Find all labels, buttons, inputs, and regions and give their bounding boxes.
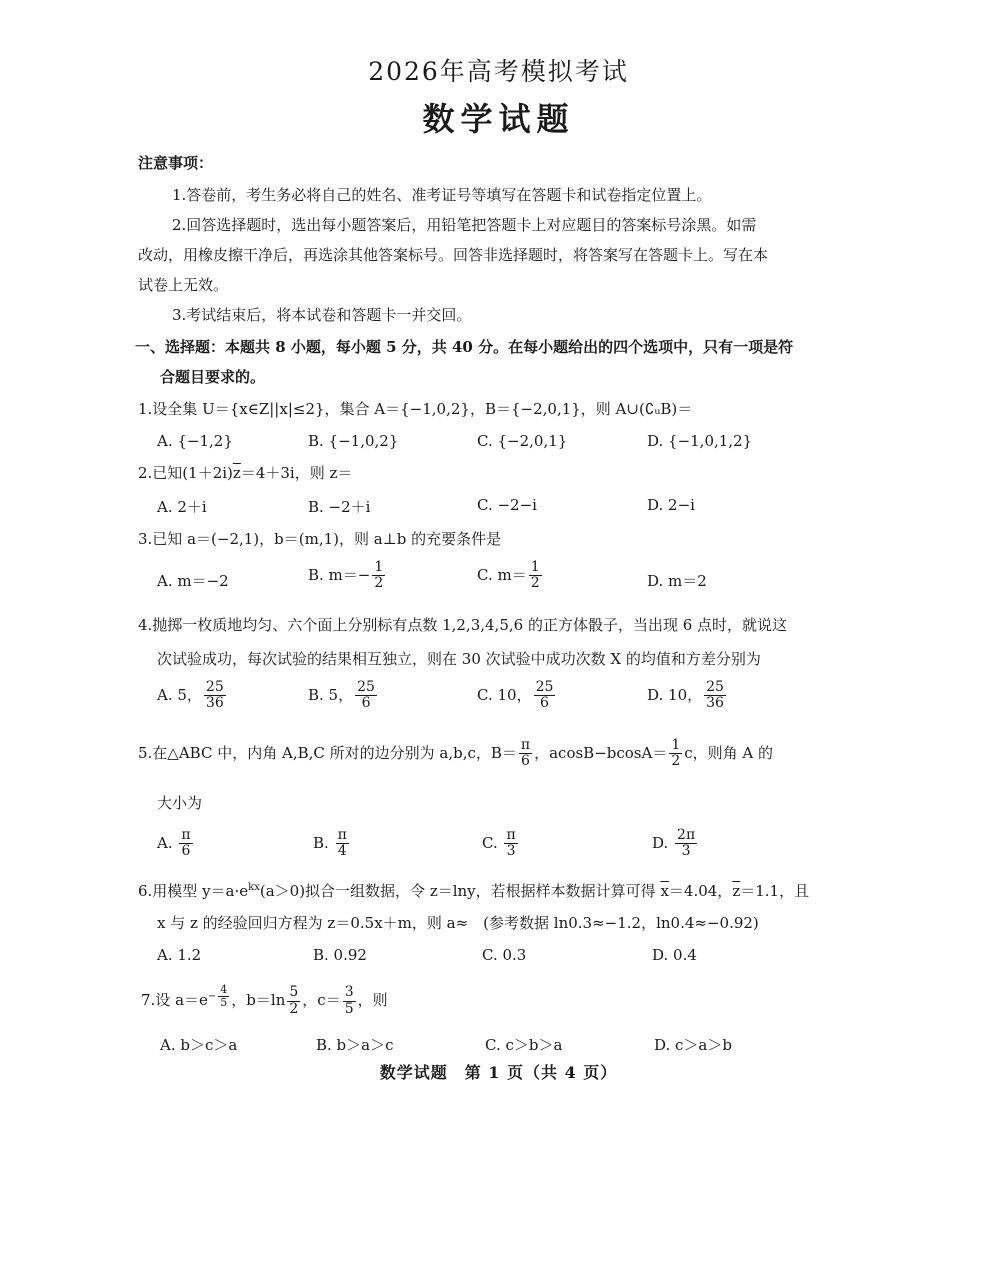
question-4-option-b: B. 5， $\frac{25}{6}$ — [308, 679, 375, 712]
question-2-option-c: C. −2−i — [477, 496, 537, 514]
question-5-stem: 5.在△ABC 中，内角 A,B,C 所对的边分别为 a,b,c，B＝ $\frac{\pi}{6}$ ，acosB−bcosA＝ $\frac{1}{2}$ c，则角 A 的 — [138, 737, 774, 770]
notice-item-2-line-1: 2.回答选择题时，选出每小题答案后，用铅笔把答题卡上对应题目的答案标号涂黑。如需 — [172, 216, 757, 234]
question-4-stem-line-1: 4.抛掷一枚质地均匀、六个面上分别标有点数 1,2,3,4,5,6 的正方体骰子，当出现 6 点时，就说这 — [138, 616, 788, 634]
question-2-option-d: D. 2−i — [647, 496, 695, 514]
notice-item-1: 1.答卷前，考生务必将自己的姓名、准考证号等填写在答题卡和试卷指定位置上。 — [172, 186, 712, 204]
question-7-option-d: D. c＞a＞b — [654, 1036, 732, 1054]
question-6-stem-line-1: 6.用模型 $y=a\cdot e^{kx}(a>0)$拟合一组数据，令 z＝lny，若根据样本数据计算可得 $\overline{x}=4.04$，$\overline{z}=1.1$，且 — [138, 882, 810, 900]
question-2-option-b: B. −2＋i — [308, 498, 371, 516]
question-7-option-c: C. c＞b＞a — [485, 1036, 563, 1054]
question-2-option-a: A. 2＋i — [157, 498, 207, 516]
notice-item-3: 3.考试结束后，将本试卷和答题卡一并交回。 — [172, 306, 472, 324]
question-1-option-a: A. {−1,2} — [157, 432, 233, 450]
question-3-option-b: B. m＝− $\frac{1}{2}$ — [308, 559, 384, 592]
question-7-option-a: A. b＞c＞a — [160, 1036, 238, 1054]
notice-item-2-line-2: 改动，用橡皮擦干净后，再选涂其他答案标号。回答非选择题时，将答案写在答题卡上。写在本 — [138, 246, 769, 264]
question-4-option-a: A. 5， $\frac{25}{36}$ — [157, 679, 224, 712]
question-7-stem: 7.设 $a=e^{- \frac{4}{5}}$ ，b＝ln $\frac{5}{2}$ ，c＝ $\frac{3}{5}$ ，则 — [141, 983, 388, 1017]
question-6-option-b: B. 0.92 — [313, 946, 367, 964]
question-5-option-d: D. $\frac{2\pi}{3}$ — [652, 827, 696, 860]
page-footer: 数学试题 第 1 页（共 4 页） — [379, 1063, 618, 1082]
question-5-option-c: C. $\frac{\pi}{3}$ — [482, 827, 516, 860]
question-6-option-a: A. 1.2 — [157, 946, 202, 964]
question-2-stem: 2.已知$(1+2i)\overline{z}=4+3i$，则 z＝ — [138, 464, 353, 482]
question-1-option-b: B. {−1,0,2} — [308, 432, 399, 450]
question-6-option-d: D. 0.4 — [652, 946, 697, 964]
question-1-stem: 1.设全集 U＝{x∈Z||x|≤2}，集合 A＝{−1,0,2}，B＝{−2,0,1}，则 A∪(∁ᵤB)＝ — [138, 400, 693, 418]
question-1-option-c: C. {−2,0,1} — [477, 432, 568, 450]
question-4-option-c: C. 10， $\frac{25}{6}$ — [477, 679, 554, 712]
question-5-option-a: A. $\frac{\pi}{6}$ — [157, 827, 191, 860]
subject-title: 数学试题 — [422, 100, 575, 138]
question-1-option-d: D. {−1,0,1,2} — [647, 432, 753, 450]
question-5-stem-line-2: 大小为 — [157, 794, 203, 812]
question-3-option-a: A. m＝−2 — [157, 572, 229, 590]
question-7-option-b: B. b＞a＞c — [316, 1036, 394, 1054]
question-3-option-c: C. m＝ $\frac{1}{2}$ — [477, 559, 540, 592]
question-6-stem-line-2: x 与 z 的经验回归方程为 z＝0.5x＋m，则 a≈ (参考数据 ln0.3≈−1.2，ln0.4≈−0.92) — [157, 914, 759, 932]
question-4-stem-line-2: 次试验成功，每次试验的结果相互独立，则在 30 次试验中成功次数 X 的均值和方差分别为 — [157, 650, 761, 668]
question-6-option-c: C. 0.3 — [482, 946, 527, 964]
notice-heading: 注意事项： — [138, 154, 214, 172]
question-3-stem: 3.已知 a＝(−2,1)，b＝(m,1)，则 a⊥b 的充要条件是 — [138, 530, 502, 548]
question-4-option-d: D. 10， $\frac{25}{36}$ — [647, 679, 724, 712]
notice-item-2-line-3: 试卷上无效。 — [138, 276, 229, 294]
question-5-option-b: B. $\frac{\pi}{4}$ — [313, 827, 347, 860]
question-3-option-d: D. m＝2 — [647, 572, 707, 590]
exam-title: 2026年高考模拟考试 — [368, 57, 629, 86]
section-1-instructions: 一、选择题：本题共 8 小题，每小题 5 分，共 40 分。在每小题给出的四个选项中，只有一项是符 — [135, 338, 794, 356]
section-1-instructions-cont: 合题目要求的。 — [160, 368, 266, 386]
